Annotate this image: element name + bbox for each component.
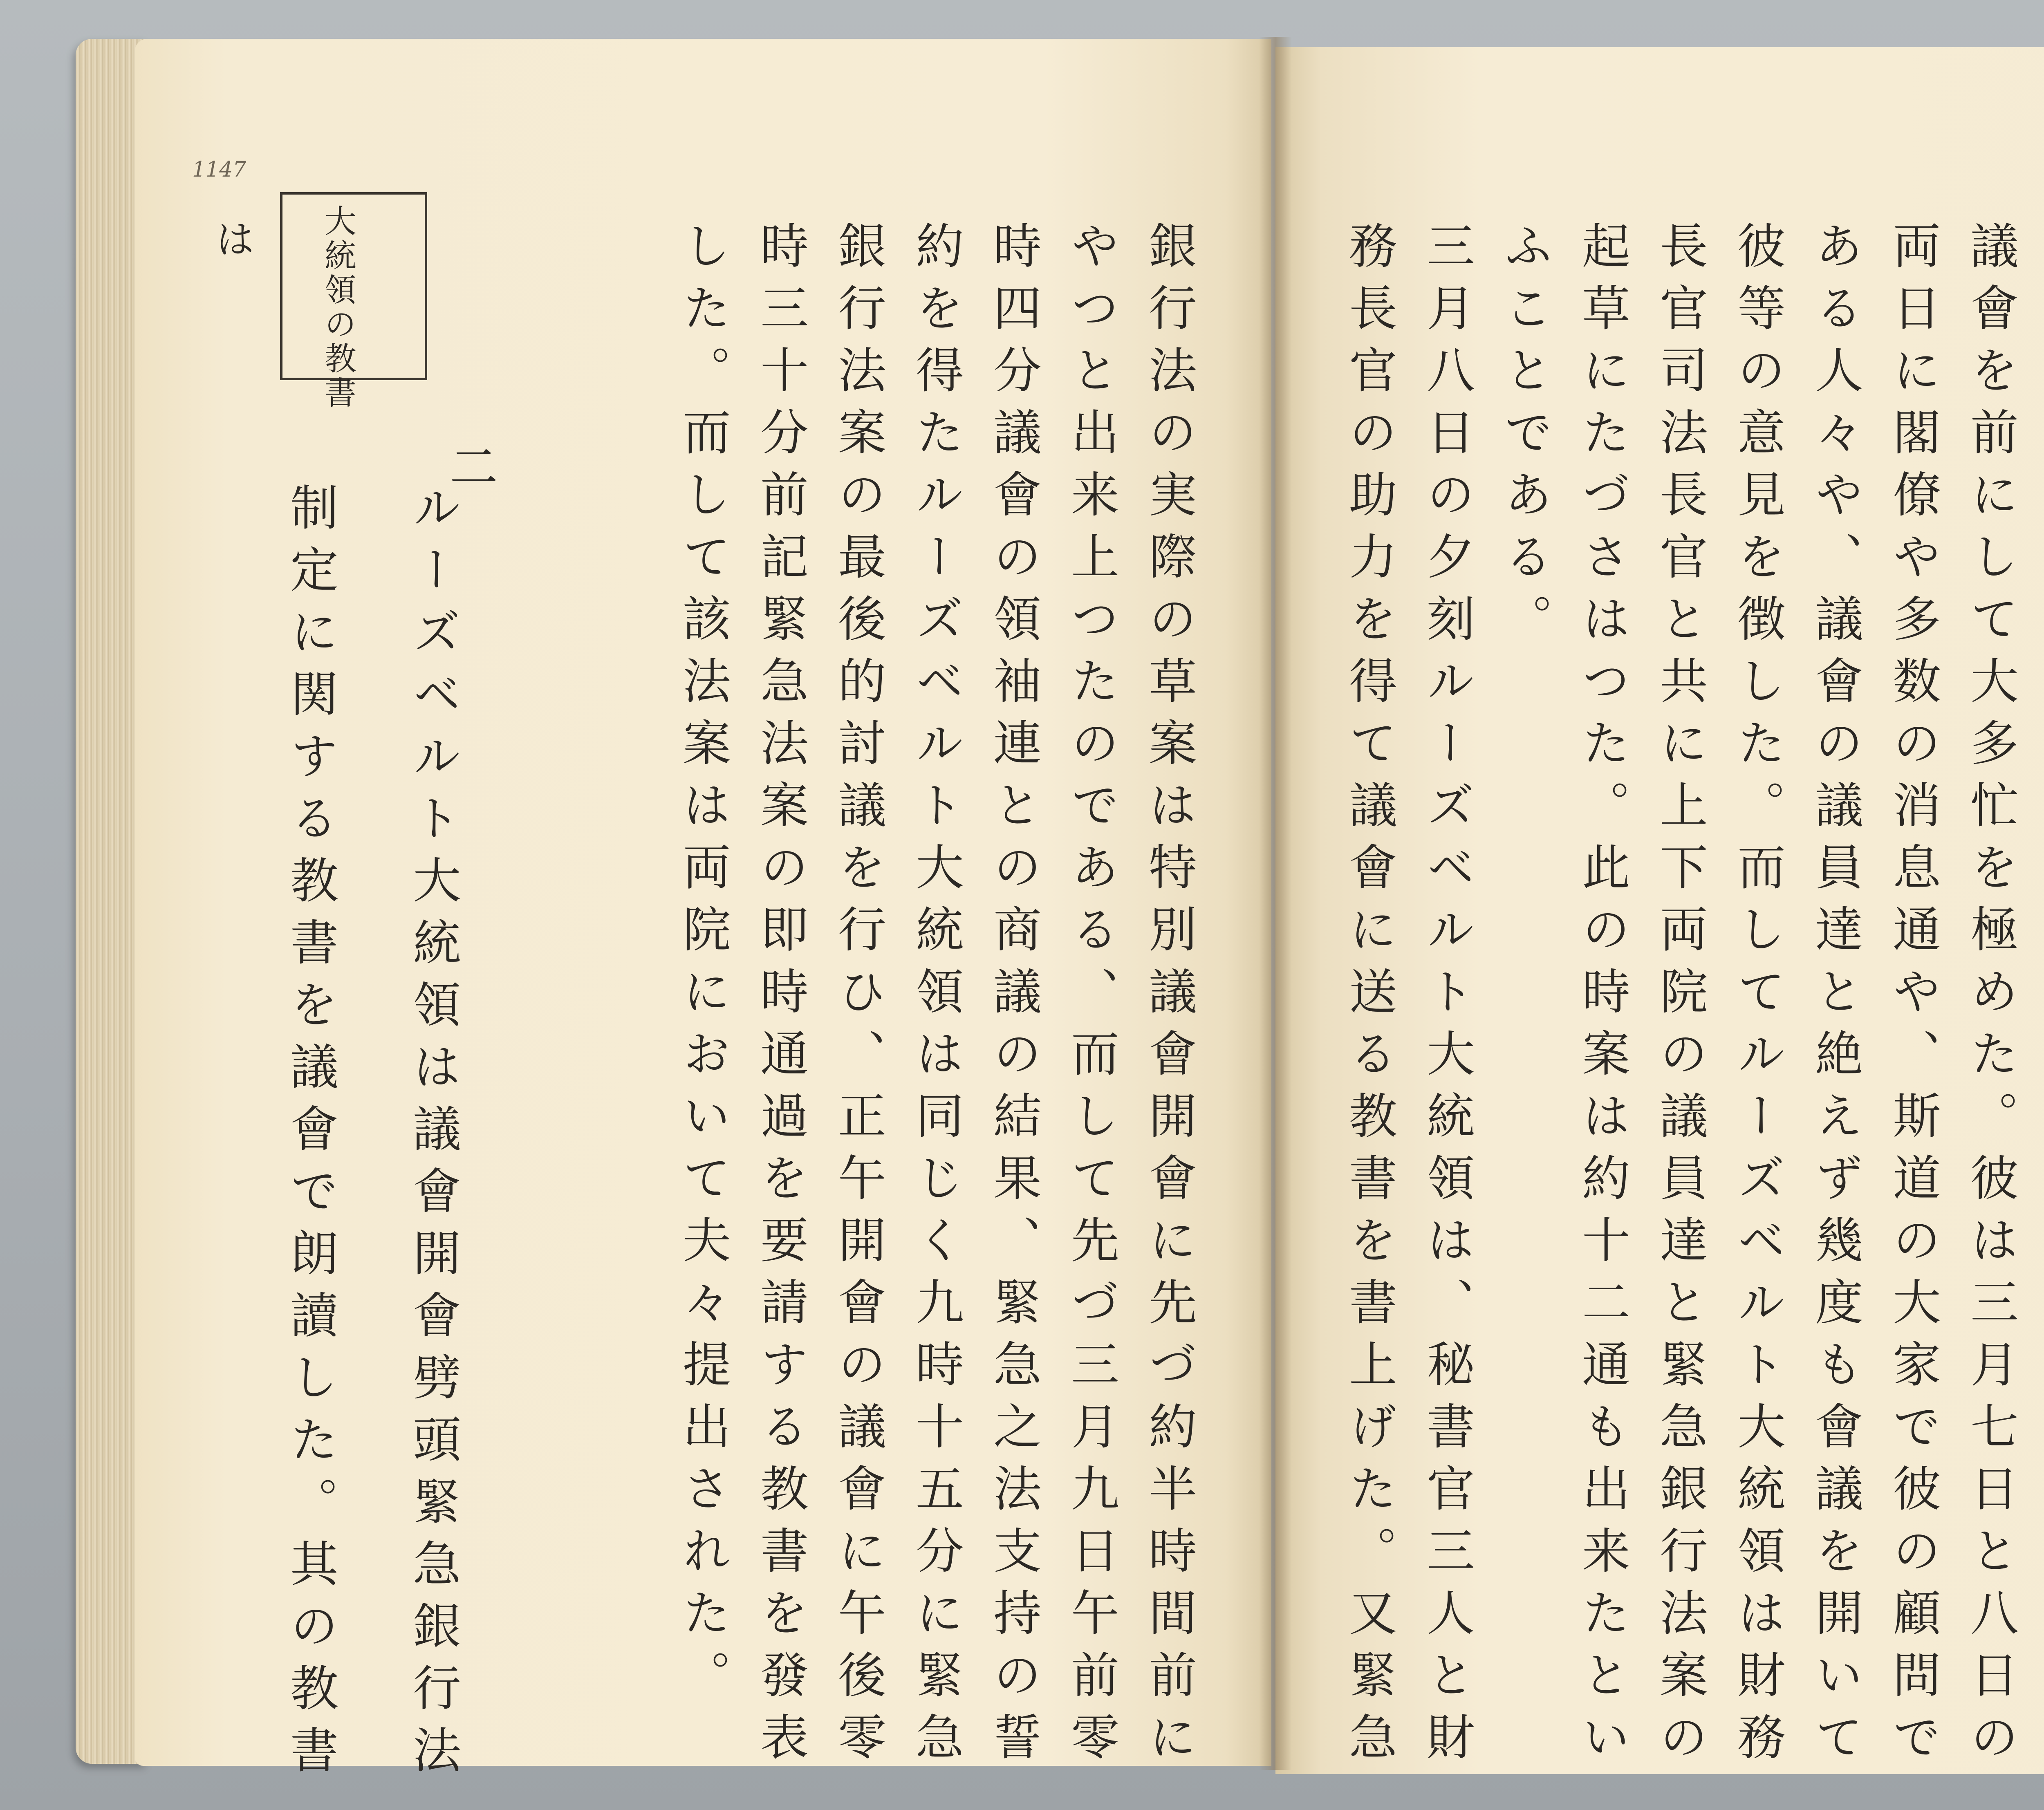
left-column-7: した。而して該法案は両院において夫々提出された。 — [675, 221, 731, 1712]
left-column-5: 銀行法案の最後的討議を行ひ、正午開會の議會に午後零 — [830, 221, 886, 1774]
right-column-5: 議會を前にして大多忙を極めた。彼は三月七日と八日の — [1962, 221, 2019, 1774]
right-column-7: ある人々や、議會の議員達と絶えず幾度も會議を開いて — [1807, 221, 1863, 1774]
right-column-10: 起草にたづさはつた。此の時案は約十二通も出来たとい — [1574, 221, 1630, 1774]
section-number: 二 — [442, 441, 498, 504]
left-column-11: 制定に関する教書を議會で朗讀した。其の教書 — [282, 482, 338, 1787]
page-number-left: 1147 — [192, 157, 247, 182]
right-column-8: 彼等の意見を徴した。而してルーズベルト大統領は財務 — [1729, 221, 1786, 1774]
left-column-12: は — [209, 219, 255, 266]
book-gutter — [1259, 37, 1292, 1770]
left-column-1: 銀行法の実際の草案は特別議會開會に先づ約半時間前に — [1141, 221, 1197, 1774]
right-column-6: 両日に閣僚や多数の消息通や、斯道の大家で彼の顧問で — [1885, 221, 1941, 1774]
left-column-6: 時三十分前記緊急法案の即時通過を要請する教書を發表 — [752, 221, 809, 1774]
right-column-12: 三月八日の夕刻ルーズベルト大統領は、秘書官三人と財 — [1419, 221, 1475, 1774]
left-column-2: やつと出来上つたのである、而して先づ三月九日午前零 — [1063, 221, 1119, 1774]
title-box-text: 大統領の教書 — [319, 204, 356, 410]
left-column-4: 約を得たルーズベルト大統領は同じく九時十五分に緊急 — [908, 221, 964, 1774]
left-column-10: ルーズベルト大統領は議會開會劈頭緊急銀行法 — [405, 482, 461, 1787]
bleed-through-text — [213, 229, 277, 781]
right-column-13: 務長官の助力を得て議會に送る教書を書上げた。又緊急 — [1341, 221, 1397, 1774]
right-column-9: 長官司法長官と共に上下両院の議員達と緊急銀行法案の — [1652, 221, 1708, 1774]
left-column-3: 時四分議會の領袖連との商議の結果、緊急之法支持の誓 — [985, 221, 1042, 1774]
right-column-11: ふことである。 — [1496, 221, 1553, 656]
